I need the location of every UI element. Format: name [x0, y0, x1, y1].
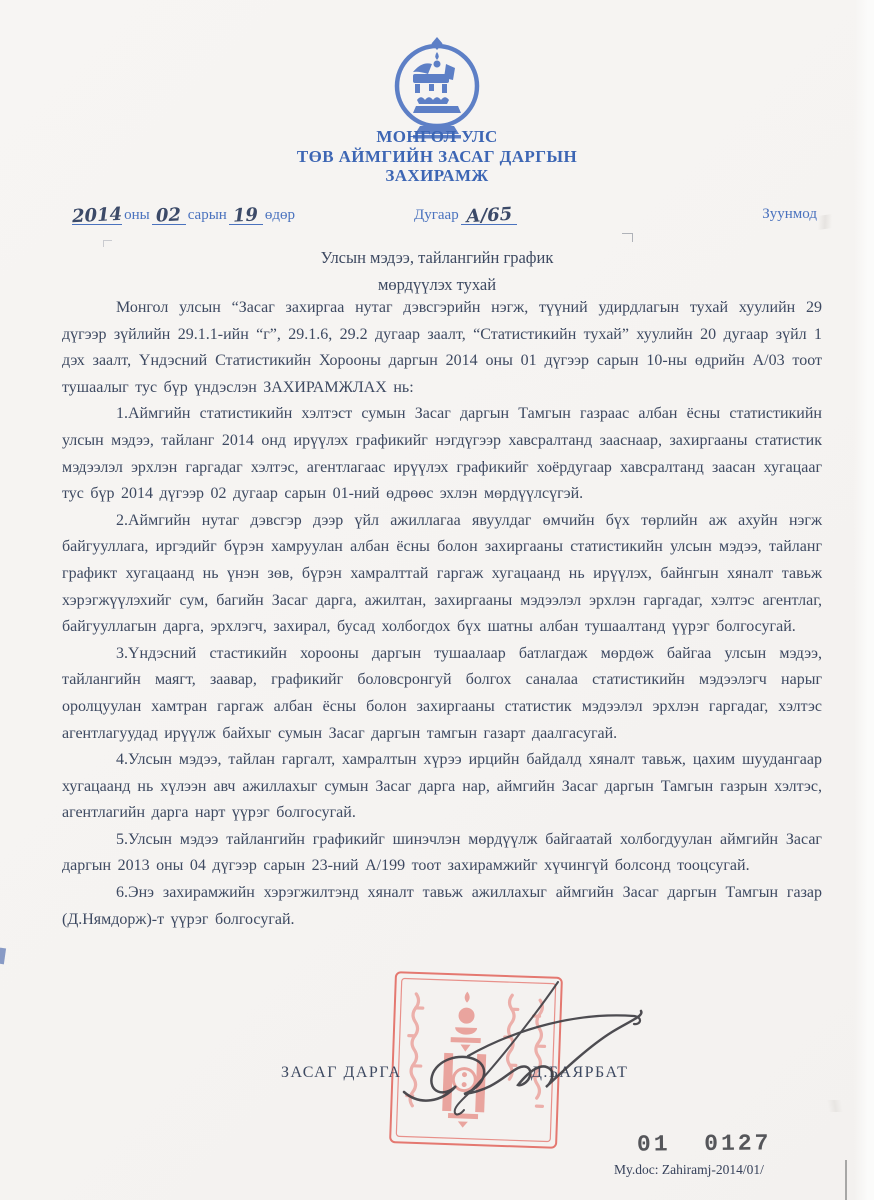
handwritten-year: 2014: [71, 203, 123, 228]
scan-artifact-edge-dash: [0, 948, 6, 965]
document-reference: My.doc: Zahiramj-2014/01/: [614, 1162, 764, 1177]
signatory-name: Д.БАЯРБАТ: [531, 1064, 629, 1081]
month-label: сарын: [187, 207, 227, 223]
state-emblem-icon: [384, 36, 490, 140]
letterhead: [0, 127, 874, 186]
scan-artifact-wrinkle: [800, 1100, 870, 1112]
preamble-paragraph: Монгол улсын “Засаг захиргаа нутаг дэвсгэрийн нэгж, түүний удирдлагын тухай хуулийн 29 дүгээр зүйлийн 29.1.1-ийн “г”, 29.1.6, 29.2 дугаар заалт, “Статистикийн тухай” хуулийн 20 дугаар зүйл 1 дэх заалт, Үндэсний Статистикийн Хорооны даргын 2014 оны 01 дүгээр сарын 10-ны өдрийн А/03 тоот тушаалыг тус бүр үндэслэн ЗАХИРАМЖЛАХ нь:: [62, 299, 822, 396]
signature-ink: [398, 972, 658, 1147]
number-label: Дугаар: [414, 207, 459, 223]
decree-item-5: 5.Улсын мэдээ тайлангийн графикийг шинэчлэн мөрдүүлж байгаатай холбогдуулан аймгийн Засаг даргын 2013 оны 04 дүгээр сарын 23-ний А/199 тоот захирамжийг хүчингүй болсонд тооцсугай.: [62, 830, 822, 875]
scan-artifact-page-edge: [854, 0, 874, 1200]
document-type: ЗАХИРАМЖ: [385, 166, 489, 185]
signatory-position: ЗАСАГ ДАРГА: [281, 1064, 402, 1081]
number-slot: [461, 203, 517, 228]
subject-title-line1: Улсын мэдээ, тайлангийн график: [320, 248, 554, 267]
scan-artifact-corner-mark: [103, 240, 112, 247]
number-group: [412, 203, 517, 228]
authority-name: ТӨВ АЙМГИЙН ЗАСАГ ДАРГЫН: [296, 146, 578, 166]
year-label: оны: [124, 207, 150, 223]
handwritten-day: 19: [232, 204, 259, 227]
day-label: өдөр: [264, 207, 295, 223]
meta-line: [0, 203, 874, 233]
decree-item-2: 2.Аймгийн нутаг дэвсгэр дээр үйл ажиллагаа явуулдаг өмчийн бүх төрлийн аж ахуйн нэгж байгууллага, иргэдийг бүрэн хамруулан албан ёсны болон захиргааны статистикийн улсын мэдээ, тайланг графикт хугацаанд нь үнэн зөв, бүрэн хамралттай гаргаж хугацаанд нь ирүүлэх, байнгын хяналт тавьж хэрэгжүүлэхийг сум, багийн Засаг дарга, ажилтан, захиргааны мэдээлэл эрхлэн гаргадаг, хэлтэс агентлаг, байгууллагын дарга, эрхлэгч, захирал, бусад холбогдох бүх шатны албан тушаалтанд үүрэг болгосугай.: [62, 511, 822, 636]
scan-artifact-corner-mark: [622, 233, 633, 242]
decree-item-3: 3.Үндэсний стастикийн хорооны даргын тушаалаар батлагдаж мөрдөж байгаа улсын мэдээ, тайлангийн маягт, заавар, графикийг боловсронгуй болгох саналаа статистикийн мэдээлэгч нарыг оролцуулан хамтран гаргаж албан ёсны болон захиргааны статистик мэдээлэл эрхлэн гаргадаг, хэлтэс агентлагуудад ирүүлж байхыг сумын Засаг даргын тамгын газарт даалгасугай.: [62, 644, 822, 742]
subject-title-line2: мөрдүүлэх тухай: [377, 275, 497, 294]
scan-artifact-edge-line: [845, 1160, 847, 1200]
month-slot: [152, 203, 186, 225]
country-name: МОНГОЛ УЛС: [376, 127, 498, 146]
decree-body: [62, 295, 822, 933]
decree-item-6: 6.Энэ захирамжийн хэрэгжилтэнд хяналт тавьж ажиллахыг аймгийн Засаг даргын Тамгын газар (Д.Нямдорж)-т үүрэг болгосугай.: [62, 884, 822, 928]
subject-title: [0, 244, 874, 298]
handwritten-number: А/65: [465, 203, 513, 228]
decree-item-1: 1.Аймгийн статистикийн хэлтэст сумын Засаг даргын Тамгын газраас албан ёсны статистикийн улсын мэдээ, тайланг 2014 онд ирүүлэх графикийг нэгдүгээр хавсралтанд зааснаар, захиргааны статистик мэдээлэл эрхлэн гаргадаг хэлтэс, агентлагаас ирүүлэх графикийг хоёрдугаар хавсралтанд заасан хугацааг тус бүр 2014 дүгээр 02 дугаар сарын 01-ний өдрөөс эхлэн мөрдүүлсүгэй.: [62, 405, 822, 503]
decree-item-4: 4.Улсын мэдээ, тайлан гаргалт, хамралтын хүрээ ирцийн байдалд хяналт тавьж, цахим шуудангаар хугацаанд нь хүлээн авч ажиллахыг сумын Засаг дарга нар, аймгийн Засаг даргын Тамгын газрын хэлтэс, агентлагийн дарга нарт үүрэг болгосугай.: [62, 751, 822, 822]
year-slot: [71, 203, 123, 228]
date-group: [71, 203, 297, 228]
place-name: Зуунмод: [762, 206, 817, 222]
page-number-stamp: 01 0127: [636, 1130, 772, 1158]
handwritten-month: 02: [155, 204, 182, 227]
day-slot: [229, 203, 263, 225]
